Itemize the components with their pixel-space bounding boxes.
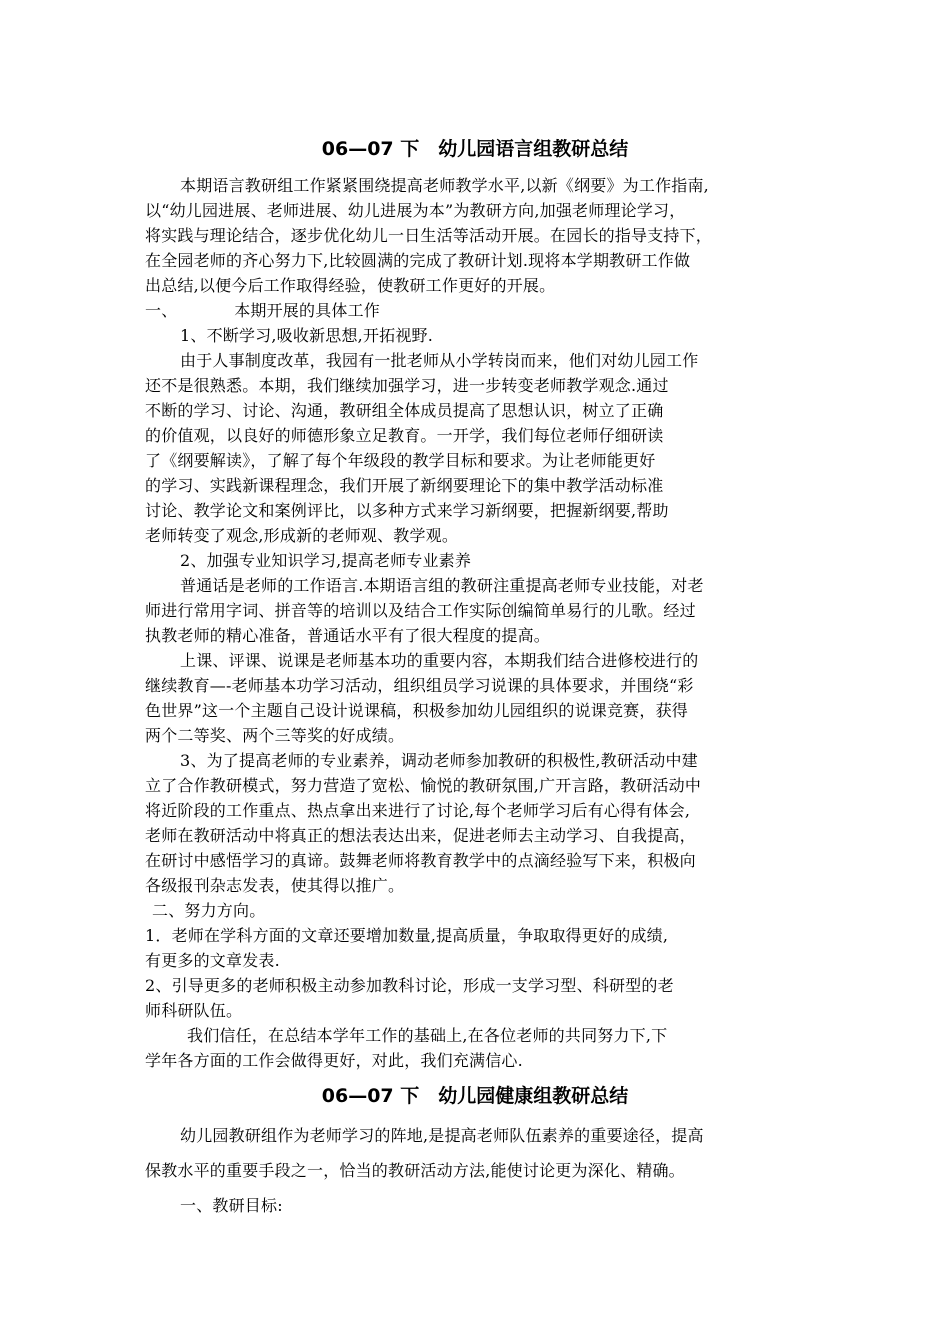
paragraph-line: 上课、评课、说课是老师基本功的重要内容，本期我们结合进修校进行的 (180, 651, 699, 670)
paragraph-line: 3、为了提高老师的专业素养，调动老师参加教研的积极性,教研活动中建 (180, 751, 698, 770)
paragraph-line: 师进行常用字词、拼音等的培训以及结合工作实际创编简单易行的儿歌。经过 (145, 601, 696, 620)
paragraph-line: 普通话是老师的工作语言.本期语言组的教研注重提高老师专业技能，对老 (180, 576, 704, 595)
paragraph-line: 了《纲要解读》，了解了每个年级段的教学目标和要求。为让老师能更好 (145, 451, 656, 470)
subheading: 1、不断学习,吸收新思想,开拓视野. (180, 326, 434, 345)
paragraph-line: 的学习、实践新课程理念，我们开展了新纲要理论下的集中教学活动标准 (145, 476, 664, 495)
paragraph-line: 本期语言教研组工作紧紧围绕提高老师教学水平,以新《纲要》为工作指南, (180, 176, 709, 195)
document-title-health: 06—07 下 幼儿园健康组教研总结 (321, 1085, 629, 1107)
paragraph-line: 色世界”这一个主题自己设计说课稿，积极参加幼儿园组织的说课竞赛，获得 (145, 701, 688, 720)
paragraph-line: 在研讨中感悟学习的真谛。鼓舞老师将教育教学中的点滴经验写下来，积极向 (145, 851, 696, 870)
paragraph-line: 两个二等奖、两个三等奖的好成绩。 (145, 726, 405, 745)
paragraph-line: 将近阶段的工作重点、热点拿出来进行了讨论,每个老师学习后有心得有体会, (145, 801, 691, 820)
paragraph-line: 出总结,以便今后工作取得经验，使教研工作更好的开展。 (145, 276, 556, 295)
paragraph-line: 执教老师的精心准备，普通话水平有了很大程度的提高。 (145, 626, 551, 645)
paragraph-line: 将实践与理论结合，逐步优化幼儿一日生活等活动开展。在园长的指导支持下， (145, 226, 713, 245)
paragraph-line: 我们信任，在总结本学年工作的基础上,在各位老师的共同努力下,下 (187, 1026, 668, 1045)
paragraph-line: 的价值观，以良好的师德形象立足教育。一开学，我们每位老师仔细研读 (145, 426, 664, 445)
paragraph-line: 老师在教研活动中将真正的想法表达出来，促进老师去主动学习、自我提高， (145, 826, 696, 845)
paragraph-line: 在全园老师的齐心努力下,比较圆满的完成了教研计划.现将本学期教研工作做 (145, 251, 691, 270)
paragraph-line: 各级报刊杂志发表，使其得以推广。 (145, 876, 405, 895)
section-heading: 一、教研目标: (180, 1196, 283, 1215)
section-heading: 一、 本期开展的具体工作 (145, 301, 381, 320)
paragraph-line: 1．老师在学科方面的文章还要增加数量,提高质量，争取取得更好的成绩, (145, 926, 669, 945)
paragraph-line: 学年各方面的工作会做得更好，对此，我们充满信心. (145, 1051, 523, 1070)
paragraph-line: 保教水平的重要手段之一，恰当的教研活动方法,能使讨论更为深化、精确。 (145, 1161, 685, 1180)
paragraph-line: 立了合作教研模式，努力营造了宽松、愉悦的教研氛围,广开言路，教研活动中 (145, 776, 702, 795)
paragraph-line: 幼儿园教研组作为老师学习的阵地,是提高老师队伍素养的重要途径，提高 (180, 1126, 704, 1145)
paragraph-line: 以“幼儿园进展、老师进展、幼儿进展为本”为教研方向,加强老师理论学习， (145, 201, 686, 220)
subheading: 2、加强专业知识学习,提高老师专业素养 (180, 551, 472, 570)
document-title-language: 06—07 下 幼儿园语言组教研总结 (321, 138, 629, 160)
paragraph-line: 师科研队伍。 (145, 1001, 243, 1020)
paragraph-line: 讨论、教学论文和案例评比，以多种方式来学习新纲要，把握新纲要,帮助 (145, 501, 669, 520)
paragraph-line: 有更多的文章发表. (145, 951, 280, 970)
paragraph-line: 由于人事制度改革，我园有一批老师从小学转岗而来，他们对幼儿园工作 (180, 351, 699, 370)
section-heading: 二、努力方向。 (152, 901, 266, 920)
paragraph-line: 继续教育—-老师基本功学习活动，组织组员学习说课的具体要求，并围绕“彩 (145, 676, 694, 695)
paragraph-line: 还不是很熟悉。本期，我们继续加强学习，进一步转变老师教学观念.通过 (145, 376, 669, 395)
paragraph-line: 不断的学习、讨论、沟通，教研组全体成员提高了思想认识，树立了正确 (145, 401, 664, 420)
paragraph-line: 2、引导更多的老师积极主动参加教科讨论，形成一支学习型、科研型的老 (145, 976, 674, 995)
paragraph-line: 老师转变了观念,形成新的老师观、教学观。 (145, 526, 459, 545)
